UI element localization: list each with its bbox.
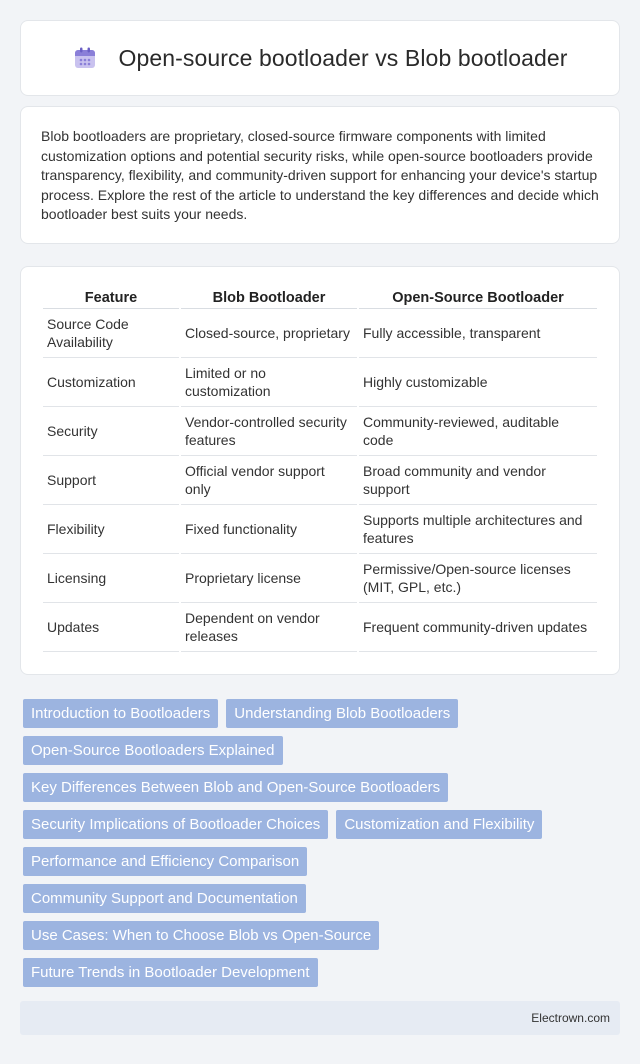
comparison-card xyxy=(20,266,620,675)
link-open-source-explained[interactable]: Open-Source Bootloaders Explained xyxy=(23,736,283,765)
table-header-row xyxy=(43,285,597,309)
header-feature: Feature xyxy=(43,285,179,309)
table-cell-feature: Source Code Availability xyxy=(43,309,179,358)
table-cell-open-source: Fully accessible, transparent xyxy=(359,309,597,358)
intro-paragraph: Blob bootloaders are proprietary, closed-source firmware components with limited customization options and potential security risks, while open-source bootloaders provide transparency, flexibility, and community-driven support for enhancing your device's startup process. Explore the rest of the article to understand the key differences and decide which bootloader best suits your needs. xyxy=(41,128,599,222)
link-security-implications[interactable]: Security Implications of Bootloader Choices xyxy=(23,810,328,839)
table-cell-blob: Dependent on vendor releases xyxy=(181,603,357,652)
table-cell-feature: Updates xyxy=(43,603,179,652)
comparison-table xyxy=(41,285,599,652)
link-understanding-blob[interactable]: Understanding Blob Bootloaders xyxy=(226,699,458,728)
footer xyxy=(20,1001,620,1035)
header-blob: Blob Bootloader xyxy=(181,285,357,309)
table-cell-blob: Vendor-controlled security features xyxy=(181,407,357,456)
title-card xyxy=(20,20,620,96)
table-cell-feature: Support xyxy=(43,456,179,505)
topic-links xyxy=(0,699,640,987)
link-customization-flexibility[interactable]: Customization and Flexibility xyxy=(336,810,542,839)
table-row xyxy=(43,407,597,456)
page-title: Open-source bootloader vs Blob bootloader xyxy=(118,44,568,71)
link-performance-comparison[interactable]: Performance and Efficiency Comparison xyxy=(23,847,307,876)
table-row xyxy=(43,505,597,554)
table-cell-open-source: Highly customizable xyxy=(359,358,597,407)
table-row xyxy=(43,309,597,358)
table-cell-feature: Licensing xyxy=(43,554,179,603)
table-cell-open-source: Supports multiple architectures and features xyxy=(359,505,597,554)
table-cell-blob: Closed-source, proprietary xyxy=(181,309,357,358)
table-row xyxy=(43,456,597,505)
table-cell-open-source: Frequent community-driven updates xyxy=(359,603,597,652)
table-cell-open-source: Broad community and vendor support xyxy=(359,456,597,505)
table-row xyxy=(43,358,597,407)
link-future-trends[interactable]: Future Trends in Bootloader Development xyxy=(23,958,318,987)
table-cell-open-source: Community-reviewed, auditable code xyxy=(359,407,597,456)
table-cell-blob: Official vendor support only xyxy=(181,456,357,505)
footer-site-name: Electrown.com xyxy=(531,1011,610,1025)
table-cell-blob: Proprietary license xyxy=(181,554,357,603)
table-cell-blob: Limited or no customization xyxy=(181,358,357,407)
calendar-icon xyxy=(72,45,98,71)
table-cell-blob: Fixed functionality xyxy=(181,505,357,554)
header-open-source: Open-Source Bootloader xyxy=(359,285,597,309)
table-row xyxy=(43,603,597,652)
table-cell-feature: Security xyxy=(43,407,179,456)
link-introduction[interactable]: Introduction to Bootloaders xyxy=(23,699,218,728)
table-cell-open-source: Permissive/Open-source licenses (MIT, GPL, etc.) xyxy=(359,554,597,603)
intro-card xyxy=(20,106,620,244)
table-cell-feature: Flexibility xyxy=(43,505,179,554)
table-cell-feature: Customization xyxy=(43,358,179,407)
link-key-differences[interactable]: Key Differences Between Blob and Open-Source Bootloaders xyxy=(23,773,448,802)
link-community-support[interactable]: Community Support and Documentation xyxy=(23,884,306,913)
link-use-cases[interactable]: Use Cases: When to Choose Blob vs Open-Source xyxy=(23,921,379,950)
table-row xyxy=(43,554,597,603)
